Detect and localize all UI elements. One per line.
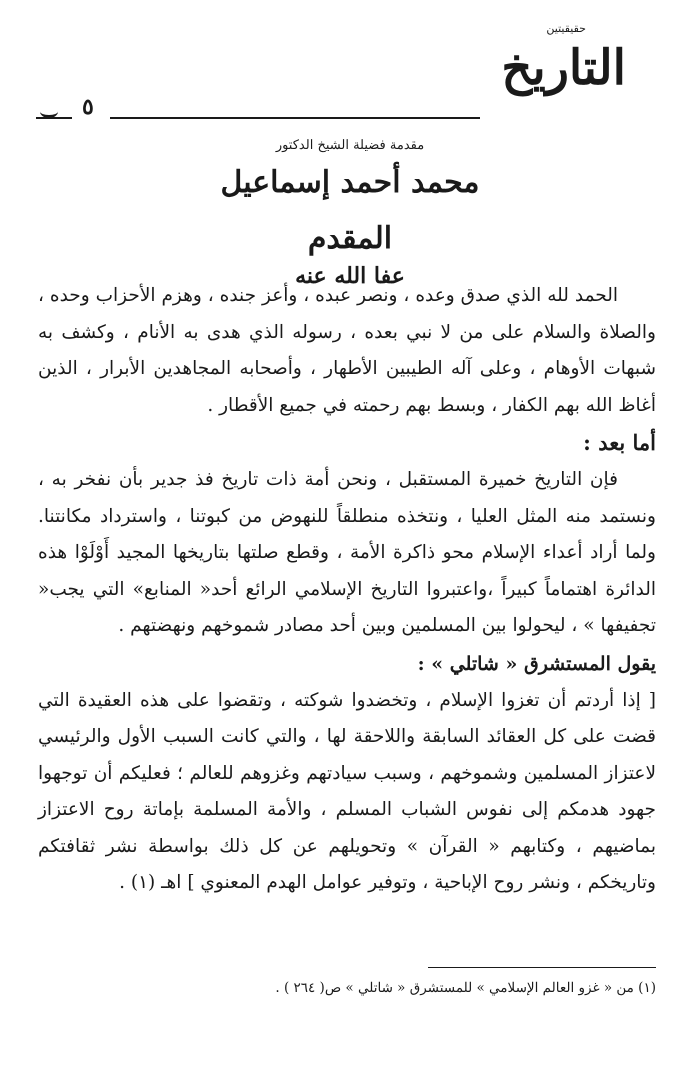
section-heading: أما بعد : — [583, 430, 656, 455]
paragraph-2: فإن التاريخ خميرة المستقبل ، ونحن أمة ذات تاريخ فذ جدير بأن نفخر به ، ونستمد منه المثل العليا ، ونتخذه منطلقاً للنهوض من كبوتنا ، واسترداد مكانتنا. ولما أراد أعداء الإسلام محو ذاكرة الأمة ، وقطع صلتها بتاريخها المجيد أَوْلَوْا هذه الدائرة اهتماماً كبيراً ،واعتبروا التاريخ الإسلامي الرائع أحد« المنابع» التي يجب« تجفيفها » ، ليحولوا بين المسلمين وبين أحد مصادر شموخهم ونهضتهم . — [38, 469, 656, 636]
page-number: ٥ — [82, 94, 94, 120]
footnote-rule — [428, 967, 656, 968]
author-name: محمد أحمد إسماعيل المقدم — [220, 165, 480, 256]
author-prefix: مقدمة فضيلة الشيخ الدكتور — [275, 138, 425, 153]
book-title-logo — [456, 18, 666, 138]
page-header — [0, 18, 694, 128]
quote-heading: يقول المستشرق « شاتلي » : — [417, 652, 656, 675]
body-text — [38, 278, 656, 902]
author-suffix: عفا الله عنه — [295, 263, 405, 289]
quote-paragraph: [ إذا أردتم أن تغزوا الإسلام ، وتخضدوا شوكته ، وتقضوا على هذه العقيدة التي قضت على كل العقائد السابقة واللاحقة لها ، والتي كانت السبب الأول والرئيسي لاعتزاز المسلمين وشموخهم ، وسبب سيادتهم وغزوهم للعالم ؛ فعليكم أن توجهوا جهود هدمكم إلى نفوس الشباب المسلم ، والأمة المسلمة بإماتة روح الاعتزاز بماضيهم ، وكتابهم « القرآن » وتحويلهم عن كل ذلك بواسطة نشر ثقافتكم وتاريخكم ، ونشر روح الإباحية ، وتوفير عوامل الهدم المعنوي ] اهـ (١) . — [38, 689, 656, 893]
paragraph-1: الحمد لله الذي صدق وعده ، ونصر عبده ، وأعز جنده ، وهزم الأحزاب وحده ، والصلاة والسلام على من لا نبي بعده ، رسوله الذي هدى به الأنام ، وكشف به شبهات الأوهام ، وعلى آله الطيبين الأطهار ، وأصحابه المجاهدين الأبرار ، الذين أغاظ الله بهم الكفار ، وبسط بهم رحمته في جميع الأقطار . — [38, 285, 656, 416]
logo-title: التاريخ — [501, 40, 626, 96]
logo-subtitle: حقيقيتين — [546, 22, 586, 35]
author-block — [200, 138, 500, 289]
header-rule-short — [36, 117, 72, 119]
header-rule — [110, 117, 480, 119]
footnote: (١) من « غزو العالم الإسلامي » للمستشرق « شاتلي » ص( ٢٦٤ ) . — [275, 980, 656, 996]
